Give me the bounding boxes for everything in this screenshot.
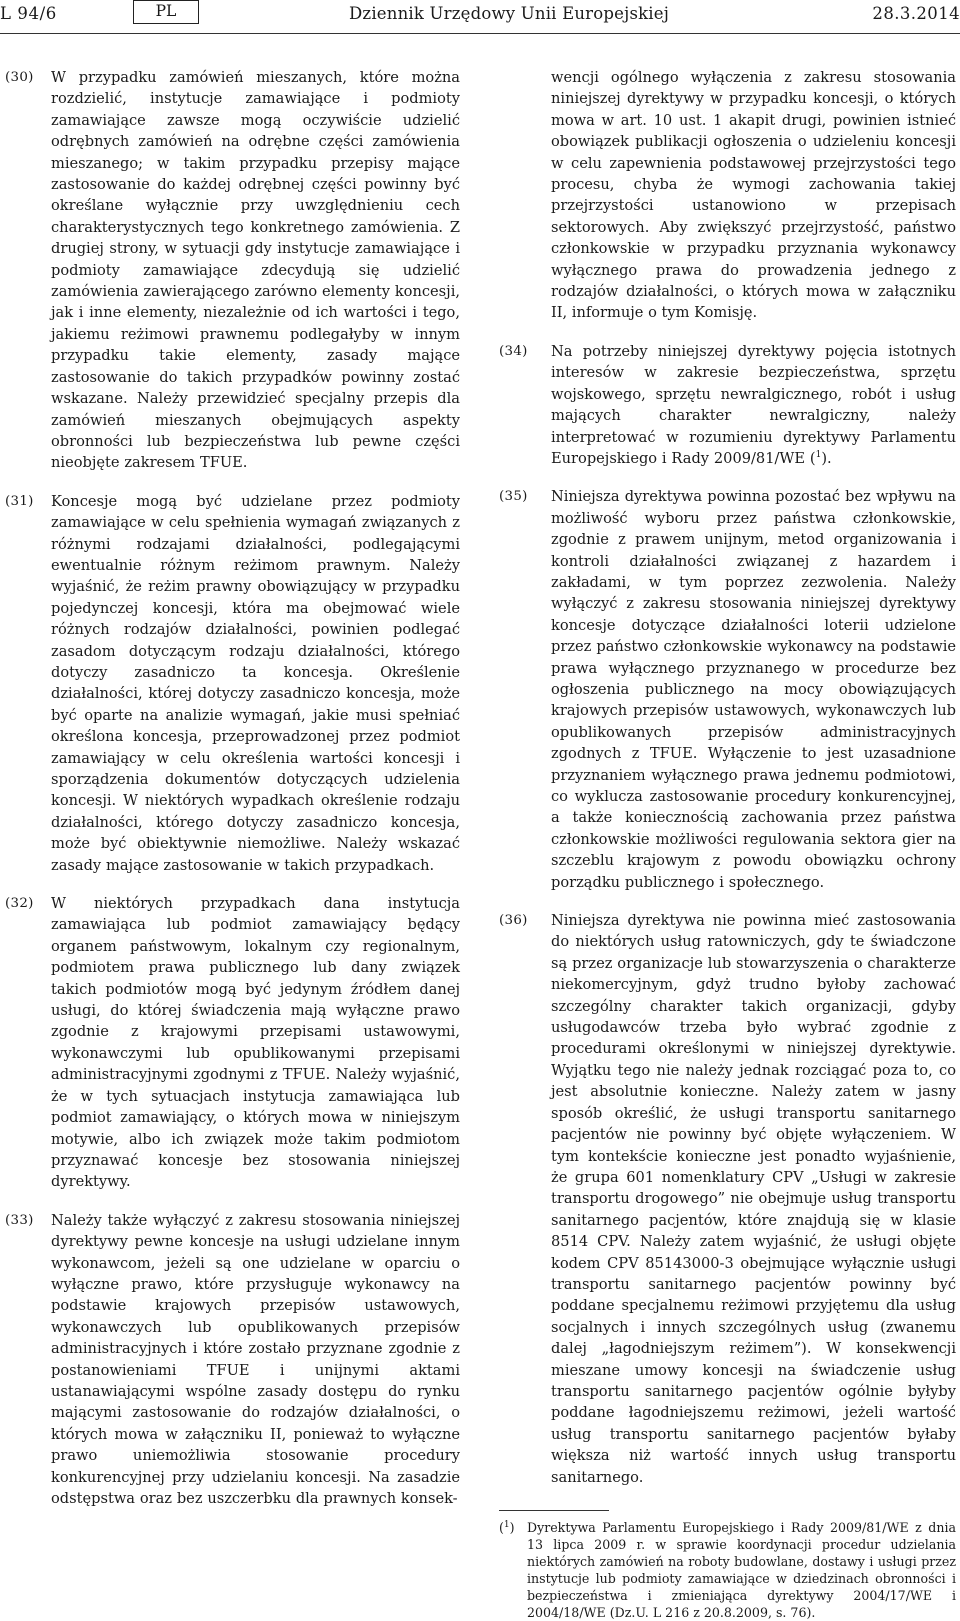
recital-32 (5, 893, 460, 1193)
recital-30 (5, 67, 460, 474)
recital-number: (33) (5, 1212, 34, 1228)
recital-33-continuation: wencji ogólnego wyłączenia z zakresu stosowania niniejszej dyrektywy w przypadku koncesji, o których mowa w art. 10 ust. 1 akapit drugi, powinien istnieć obowiązek publikacji ogłoszenia o udzieleniu koncesji w celu zapewnienia podstawowej przejrzystości tego procesu, chyba że wymogi zachowania takiej przejrzystości ustanowiono w przepisach sektorowych. Aby zwiększyć przejrzystość, państwo członkowskie w przypadku przyznania wykonawcy wyłącznego prawa do prowadzenia jednego z rodzajów działalności, o których mowa w załączniku II, informuje o tym Komisję. (551, 69, 956, 322)
recital-number: (35) (499, 489, 528, 505)
recital-35 (499, 486, 956, 893)
footnote-reference[interactable]: 1 (815, 450, 822, 461)
journal-title: Dziennik Urzędowy Unii Europejskiej (349, 4, 670, 23)
recital-text: W niektórych przypadkach dana instytucja zamawiająca lub podmiot zamawiający będący organem państwowym, lokalnym czy regionalnym, podmiotem prawa publicznego lub dany związek takich podmiotów mogą być jedynym źródłem danej usługi, do której świadczenia mają wyłączne prawo zgodnie z krajowymi przepisami ustawowymi, wykonawczymi lub opublikowanymi przepisami administracyjnymi zgodnymi z TFUE. Należy wyjaśnić, że w tych sytuacjach instytucja zamawiająca lub podmiot zamawiający, o których mowa w niniejszym motywie, albo ich związek może takim podmiotom przyznawać koncesje bez stosowania niniejszej dyrektywy. (51, 895, 460, 1191)
recital-text: Niniejsza dyrektywa nie powinna mieć zastosowania do niektórych usług ratowniczych, gdy te świadczone są przez organizacje lub stowarzyszenia o charakterze niekomercyjnym, gdyż trudno byłoby zachować szczególny charakter takich organizacji, gdyby usługodawców trzeba było wybrać zgodnie z procedurami określonymi w niniejszej dyrektywie. Wyjątku tego nie należy jednak rozciągać poza to, co jest absolutnie konieczne. Należy zatem w jasny sposób określić, że usługi transportu sanitarnego pacjentów nie powinny być objęte wyłączeniem. W tym kontekście konieczne jest ponadto wyjaśnienie, że grupa 601 nomenklatury CPV „Usługi w zakresie transportu drogowego” nie obejmuje usług transportu sanitarnego pacjentów, które znajdują się w klasie 8514 CPV. Należy zatem wyjaśnić, że usługi objęte kodem CPV 85143000-3 obejmujące wyłącznie usługi transportu sanitarnego pacjentów powinny być poddane specjalnemu reżimowi przyjętemu dla usług socjalnych i innych szczególnych usług (zwanemu dalej „łagodniejszym reżimem”). W konsekwencji mieszane umowy koncesji na świadczenie usług transportu sanitarnego pacjentów ogólnie byłyby poddane łagodniejszemu reżimowi, jeżeli wartość usług transportu sanitarnego pacjentów byłaby większa niż wartość innych usług transportu sanitarnego. (551, 912, 956, 1486)
recital-tail: ). (821, 449, 832, 467)
right-column (499, 67, 956, 1621)
language-badge: PL (133, 0, 199, 24)
left-column (5, 67, 460, 1526)
publication-date: 28.3.2014 (872, 4, 960, 23)
recital-text: Niniejsza dyrektywa powinna pozostać bez wpływu na możliwość wyboru przez państwa członkowskie, zgodnie z prawem unijnym, metod organizowania i kontroli działalności związanej z hazardem i zakładami, w tym poprzez zezwolenia. Należy wyłączyć z zakresu stosowania niniejszej dyrektywy koncesje dotyczące działalności loterii udzielone przez państwo członkowskie wykonawcy na podstawie prawa wyłącznego przyznanego w procedurze bez ogłoszenia publicznego na mocy obowiązujących krajowych przepisów ustawowych, wykonawczych lub opublikowanych przepisów administracyjnych zgodnych z TFUE. Wyłączenie to jest uzasadnione przyznaniem wyłącznego prawa jednemu podmiotowi, co wyklucza zastosowanie procedury konkurencyjnej, a także koniecznością zachowania przez państwa członkowskie możliwości regulowania sektora gier na szczeblu krajowym z powodu obowiązku ochrony porządku publicznego i społecznego. (551, 488, 956, 891)
recital-text: Koncesje mogą być udzielane przez podmioty zamawiające w celu spełnienia wymagań związanych z różnymi rodzajami działalności, podlegającymi ewentualnie różnym reżimom prawnym. Należy wyjaśnić, że reżim prawny obowiązujący w przypadku pojedynczej koncesji, która ma obejmować wiele różnych rodzajów działalności, powinien podlegać zasadom dotyczącym rodzaju działalności, którego dotyczy zasadniczo ta koncesja. Określenie działalności, której dotyczy zasadniczo koncesja, może być oparte na analizie wymagań, jakie musi spełniać określona koncesja, przeprowadzonej przez podmiot zamawiający w celu określenia wartości koncesji i sporządzenia dokumentów dotyczących udzielenia koncesji. W niektórych wypadkach określenie rodzaju działalności, którego dotyczy zasadniczo koncesja, może być obiektywnie niemożliwe. Należy wskazać zasady mające zastosowanie w takich przypadkach. (51, 492, 460, 874)
recital-body: Na potrzeby niniejszej dyrektywy pojęcia istotnych interesów w zakresie bezpieczeństwa, sprzętu wojskowego, sprzętu newralgicznego, robót i usług mających charakter newralgiczny, należy interpretować w rozumieniu dyrektywy Parlamentu Europejskiego i Rady 2009/81/WE ( (551, 342, 956, 467)
footnote (499, 1519, 956, 1621)
recital-34 (499, 341, 956, 469)
recital-number: (31) (5, 493, 34, 509)
recital-number: (32) (5, 896, 34, 912)
recital-36 (499, 910, 956, 1488)
footnote-text: Dyrektywa Parlamentu Europejskiego i Rady 2009/81/WE z dnia 13 lipca 2009 r. w sprawie koordynacji procedur udzielania niektórych zamówień na roboty budowlane, dostawy i usługi przez instytucje lub podmioty zamawiające w dziedzinach obronności i bezpieczeństwa i zmieniająca dyrektywy 2004/17/WE i 2004/18/WE (Dz.U. L 216 z 20.8.2009, s. 76). (527, 1520, 956, 1620)
footnote-mark: ($^1$) (499, 1519, 515, 1535)
page-reference: L 94/6 (0, 4, 57, 23)
recital-number: (36) (499, 913, 528, 929)
footnote-separator (499, 1510, 609, 1511)
footnote-mark-number: 1 (503, 1519, 510, 1530)
recital-text: Należy także wyłączyć z zakresu stosowania niniejszej dyrektywy pewne koncesje na usługi udzielane innym wykonawcom, jeżeli są one udzielane w oparciu o wyłączne prawo, które przysługuje wykonawcy na podstawie krajowych przepisów ustawowych, wykonawczych lub opublikowanych przepisów administracyjnych i które zostało przyznane zgodnie z postanowieniami TFUE i unijnymi aktami ustanawiającymi wspólne zasady dostępu do rynku mającymi zastosowanie do rodzajów działalności, o których mowa w załączniku II, ponieważ to wyłączne prawo uniemożliwia stosowanie procedury konkurencyjnej przy udzielaniu koncesji. Na zasadzie odstępstwa oraz bez uszczerbku dla prawnych konsek- (51, 1211, 460, 1507)
recital-33 (5, 1210, 460, 1510)
recital-text (551, 341, 956, 469)
recital-number: (30) (5, 70, 34, 85)
header-rule (0, 33, 960, 34)
recital-number: (34) (499, 343, 528, 359)
page-header (0, 0, 960, 34)
recital-text: W przypadku zamówień mieszanych, które można rozdzielić, instytucje zamawiające i podmioty zamawiające zawsze mogą oczywiście udzielić odrębnych zamówień na odrębne części zamówienia mieszanego; w takim przypadku przepisy mające zastosowanie do każdej odrębnej części powinny być określane wyłącznie przy uwzględnieniu cech charakterystycznych tego konkretnego zamówienia. Z drugiej strony, w sytuacji gdy instytucje zamawiające i podmioty zamawiające zdecydują się udzielić zamówienia zawierającego zarówno elementy koncesji, jak i inne elementy, niezależnie od ich wartości i tego, jakiemu reżimowi prawnemu podlegałyby w innym przypadku takie elementy, zasady mające zastosowanie do takich przypadków powinny zostać wskazane. Należy przewidzieć specjalny przepis dla zamówień mieszanych obejmujących aspekty obronności lub bezpieczeństwa lub pewne części nieobjęte zakresem TFUE. (51, 69, 460, 472)
recital-31 (5, 491, 460, 876)
